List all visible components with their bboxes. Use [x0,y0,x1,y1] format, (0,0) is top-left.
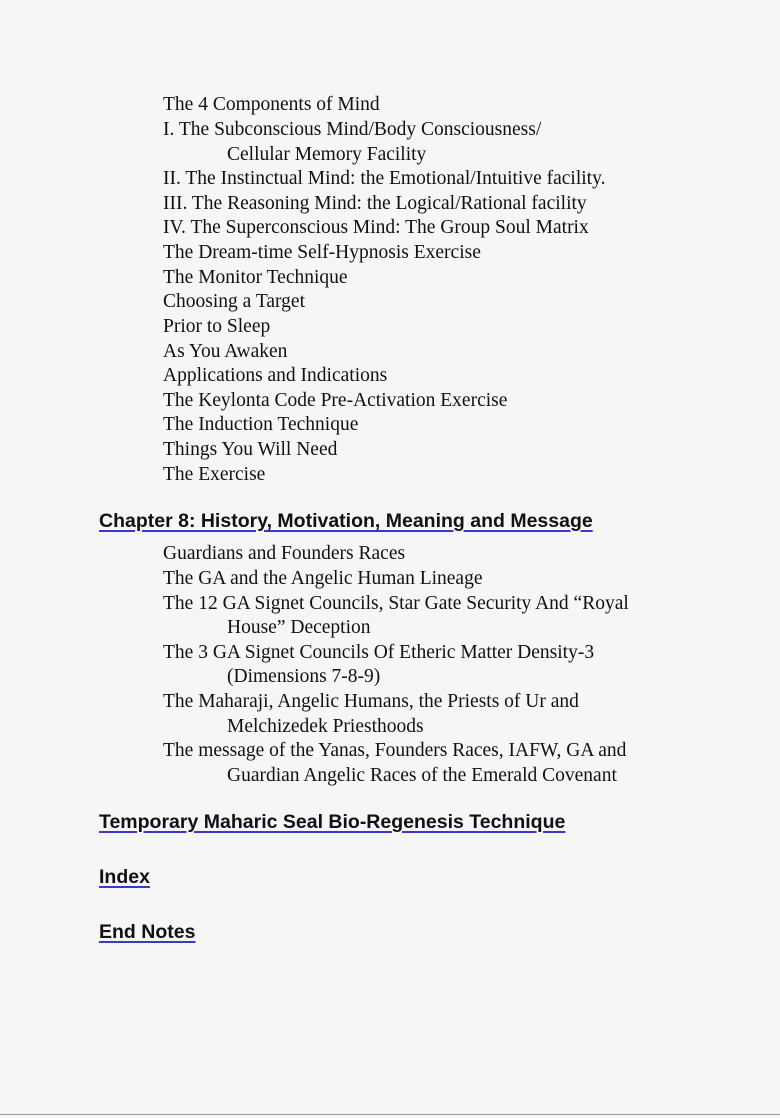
toc-entry: As You Awaken [163,341,288,362]
toc-entry: The message of the Yanas, Founders Races, IAFW, GA and [163,740,627,761]
maharic-seal-heading-link[interactable]: Temporary Maharic Seal Bio-Regenesis Technique [99,811,566,833]
toc-entry-continuation: House” Deception [227,617,371,638]
toc-entry: The 3 GA Signet Councils Of Etheric Matter Density-3 [163,642,595,663]
toc-entry: Things You Will Need [163,439,338,460]
chapter-8-heading-link[interactable]: Chapter 8: History, Motivation, Meaning and Message [99,510,593,532]
toc-entry-continuation: Guardian Angelic Races of the Emerald Covenant [227,765,617,786]
toc-entry: Choosing a Target [163,291,305,312]
toc-entry: The Induction Technique [163,414,359,435]
toc-entry: III. The Reasoning Mind: the Logical/Rational facility [163,193,587,214]
toc-entry: Guardians and Founders Races [163,543,406,564]
toc-entry: The GA and the Angelic Human Lineage [163,568,483,589]
end-notes-heading-link[interactable]: End Notes [99,921,196,943]
toc-entry: IV. The Superconscious Mind: The Group Soul Matrix [163,217,589,238]
toc-entry-continuation: (Dimensions 7-8-9) [227,666,381,687]
toc-entry-continuation: Melchizedek Priesthoods [227,716,424,737]
toc-entry: The Monitor Technique [163,267,348,288]
toc-entry: The Exercise [163,464,266,485]
toc-entry: Applications and Indications [163,365,388,386]
toc-entry: The Dream-time Self-Hypnosis Exercise [163,242,481,263]
page-bottom-divider [0,1114,780,1115]
index-heading-link[interactable]: Index [99,866,150,888]
toc-entry: The Keylonta Code Pre-Activation Exercise [163,390,508,411]
toc-entry: The 4 Components of Mind [163,94,380,115]
toc-entry: Prior to Sleep [163,316,271,337]
toc-entry: II. The Instinctual Mind: the Emotional/Intuitive facility. [163,168,606,189]
toc-entry: The 12 GA Signet Councils, Star Gate Security And “Royal [163,593,629,614]
toc-entry: The Maharaji, Angelic Humans, the Priests of Ur and [163,691,579,712]
toc-entry-continuation: Cellular Memory Facility [227,144,427,165]
toc-entry: I. The Subconscious Mind/Body Consciousness/ [163,119,542,140]
